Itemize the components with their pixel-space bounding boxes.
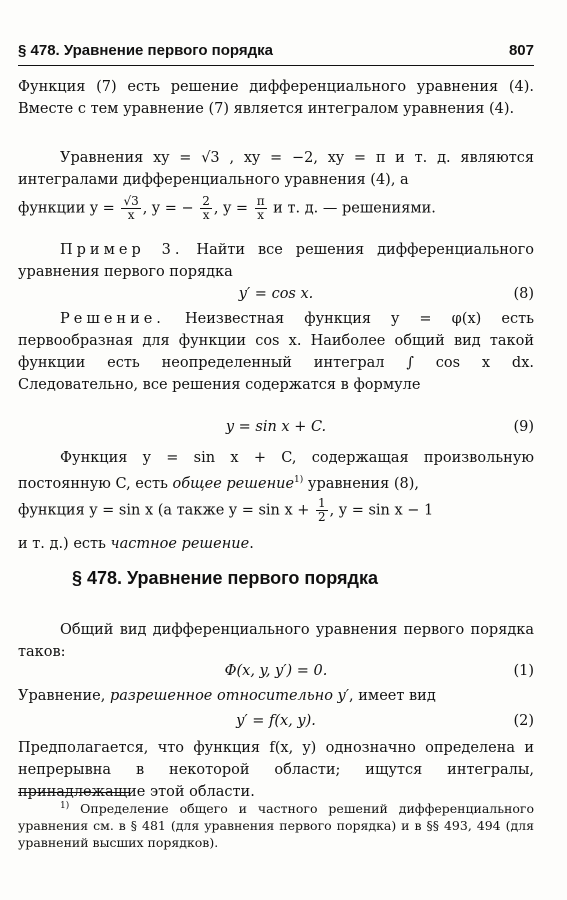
example-paragraph: Пример 3. Найти все решения дифференциального уравнения первого порядка	[18, 242, 534, 280]
equation-9: y = sin x + C. (9)	[225, 419, 534, 435]
paragraph-3a: Функция y = sin x + C, содержащая произвольную постоянную C, есть общее решение$^{1)}$ уравнения (8),	[18, 450, 534, 492]
running-header	[18, 42, 534, 66]
paragraph-2a: Уравнения xy = √3 , xy = −2, xy = π и т. д. являются интегралами дифференциального уравнения (4), а	[18, 150, 534, 188]
paragraph-3d: и т. д.) есть частное решение.	[18, 536, 254, 552]
paragraph-5: Уравнение, разрешенное относительно y′, имеет вид	[18, 688, 436, 704]
paragraph-1: Функция (7) есть решение дифференциального уравнения (4). Вместе с тем уравнение (7) является интегралом уравнения (4).	[18, 79, 534, 117]
header-title: § 478. Уравнение первого порядка	[18, 42, 273, 59]
equation-8: y′ = cos x. (8)	[238, 286, 534, 302]
equation-2: y′ = f(x, y). (2)	[236, 713, 534, 729]
footnote: $^{1)}$ Определение общего и частного решений дифференциального уравнения см. в § 481 (для уравнения первого порядка) и в §§ 493, 494 (для уравнений высших порядков).	[18, 801, 534, 851]
example-label: Пример 3.	[60, 242, 184, 258]
paragraph-4: Общий вид дифференциального уравнения первого порядка таков:	[18, 622, 534, 660]
footnote-rule	[18, 792, 130, 793]
footnote-mark: 1)	[60, 801, 70, 811]
solution-paragraph: Решение. Неизвестная функция y = φ(x) есть первообразная для функции cos x. Наиболее общий вид такой функции есть неопределенный интеграл ∫ cos x dx. Следовательно, все решения содержатся в формуле	[18, 311, 534, 393]
page-number: 807	[508, 42, 534, 59]
fraction-sqrt3-over-x: $\frac{√3}{x}$	[123, 194, 139, 222]
fraction-one-half: $\frac{1}{2}$	[318, 496, 326, 524]
fraction-pi-over-x: $\frac{\pi}{x}$	[256, 194, 265, 222]
paragraph-6: Предполагается, что функция f(x, y) однозначно определена и непрерывна в некоторой области; ищутся интегралы, принадлежащие этой области.	[18, 740, 534, 800]
solution-label: Решение.	[60, 311, 165, 327]
paragraph-2b: функции y = $\frac{√3}{x}$ , y = − $\frac{2}{x}$ , y = $\frac{\pi}{x}$ и т. д. — решениями.	[18, 194, 436, 222]
fraction-2-over-x: $\frac{2}{x}$	[202, 194, 210, 222]
equation-1: Φ(x, y, y′) = 0. (1)	[224, 663, 534, 679]
paragraph-3c: функция y = sin x (а также y = sin x + $\frac{1}{2}$ , y = sin x − 1	[18, 496, 434, 524]
section-heading: § 478. Уравнение первого порядка	[72, 568, 378, 588]
